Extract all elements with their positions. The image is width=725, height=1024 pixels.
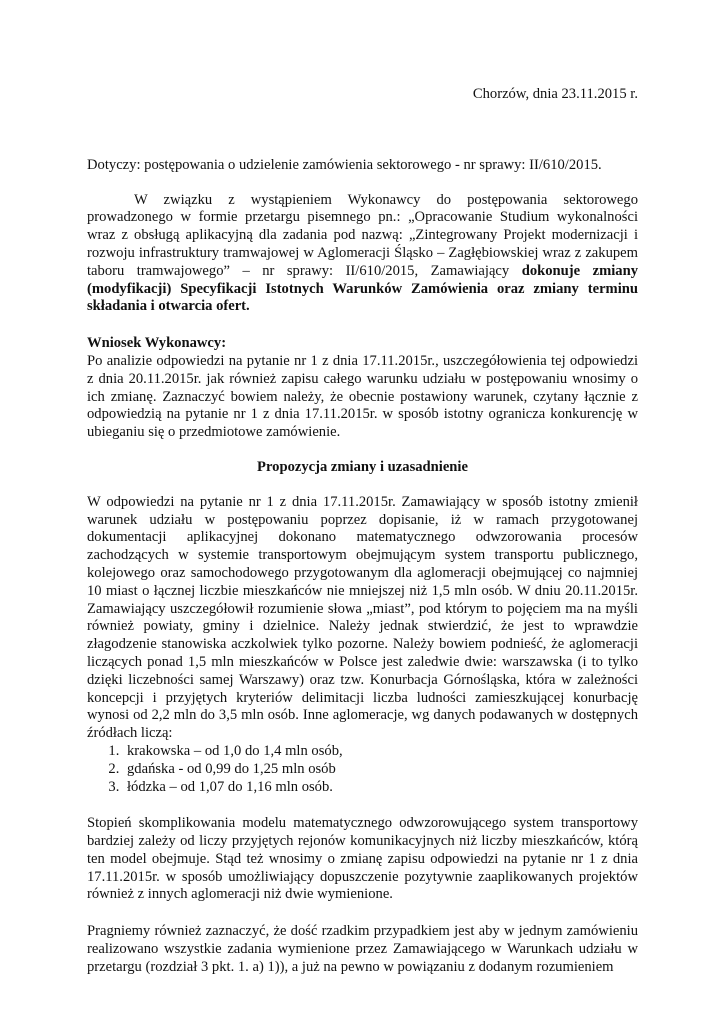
proposal-paragraph-1: W odpowiedzi na pytanie nr 1 z dnia 17.11.2015r. Zamawiający w sposób istotny zmienił warunek udziału w postępowaniu poprzez dopisanie, iż w ramach przygotowanej dokumentacji aplikacyjnej dokonano matematycznego odwzorowania procesów zachodzących w systemie transportowym obejmującym system transportu publicznego, kolejowego oraz samochodowego przygotowanym dla aglomeracji obejmującej co najmniej 10 miast o łącznej liczbie mieszkańców nie mniejszej niż 1,5 mln osób. W dniu 20.11.2015r. Zamawiający uszczegółowił rozumienie słowa „miast”, pod którym to pojęciem ma na myśli również powiaty, gminy i dzielnice. Należy jednak stwierdzić, że jest to wprawdzie złagodzenie stanowiska aczkolwiek tylko pozorne. Należy bowiem podnieść, że aglomeracji liczących ponad 1,5 mln mieszkańców w Polsce jest zaledwie dwie: warszawska (i to tylko dzięki liczebności samej Warszawy) oraz tzw. Konurbacja Górnośląska, która w zależności koncepcji i przyjętych kryteriów delimitacji liczba ludności zamieszkującej konurbację wynosi od 2,2 mln do 3,5 mln osób. Inne aglomeracje, wg danych podawanych w dostępnych źródłach liczą: [87, 493, 638, 742]
intro-paragraph [87, 192, 638, 317]
request-paragraph: Po analizie odpowiedzi na pytanie nr 1 z dnia 17.11.2015r., uszczegółowienia tej odpowiedzi z dnia 20.11.2015r. jak również zapisu całego warunku udziału w postępowaniu wnosimy o ich zmianę. Zaznaczyć bowiem należy, że obecnie postawiony warunek, czytany łącznie z odpowiedzią na pytanie nr 1 z dnia 17.11.2015r. w sposób istotny ogranicza konkurencję w ubieganiu się o przedmiotowe zamówienie. [87, 352, 638, 441]
intro-text: W związku z wystąpieniem Wykonawcy do postępowania sektorowego prowadzonego w formie przetargu pisemnego pn.: „Opracowanie Studium wykonalności wraz z obsługą aplikacyjną dla zadania pod nazwą: „Zintegrowany Projekt modernizacji i rozwoju infrastruktury tramwajowej w Aglomeracji Śląsko – Zagłębiowskiej wraz z zakupem taboru tramwajowego” – nr sprawy: II/610/2015, Zamawiający [87, 191, 638, 279]
list-item: 3. łódzka – od 1,07 do 1,16 mln osób. [123, 779, 638, 797]
list-item: 1. krakowska – od 1,0 do 1,4 mln osób, [123, 743, 638, 761]
subject-line: Dotyczy: postępowania o udzielenie zamówienia sektorowego - nr sprawy: II/610/2015. [87, 156, 602, 173]
date-line: Chorzów, dnia 23.11.2015 r. [472, 86, 638, 102]
list-item: 2. gdańska - od 0,99 do 1,25 mln osób [123, 761, 638, 779]
proposal-paragraph-2: Stopień skomplikowania modelu matematycznego odwzorowującego system transportowy bardziej zależy od liczy przyjętych rejonów komunikacyjnych niż liczby mieszkańców, którą ten model obejmuje. Stąd też wnosimy o zmianę zapisu odpowiedzi na pytanie nr 1 z dnia 17.11.2015r. w sposób umożliwiający dopuszczenie pozytywnie zaaplikowanych projektów również z innych aglomeracji niż dwie wymienione. [87, 815, 638, 903]
proposal-heading: Propozycja zmiany i uzasadnienie [257, 458, 468, 475]
proposal-paragraph-3: Pragniemy również zaznaczyć, że dość rzadkim przypadkiem jest aby w jednym zamówieniu realizowano wszystkie zadania wymienione przez Zamawiającego w Warunkach udziału w przetargu (rozdział 3 pkt. 1. a) 1)), a już na pewno w powiązaniu z dodanym rozumieniem [87, 923, 638, 975]
agglomeration-list [87, 743, 638, 796]
request-heading: Wniosek Wykonawcy: [87, 335, 227, 352]
intro-bold-text: dokonuje zmiany (modyfikacji) Specyfikacji Istotnych Warunków Zamówienia oraz zmiany terminu składania i otwarcia ofert. [87, 262, 638, 315]
